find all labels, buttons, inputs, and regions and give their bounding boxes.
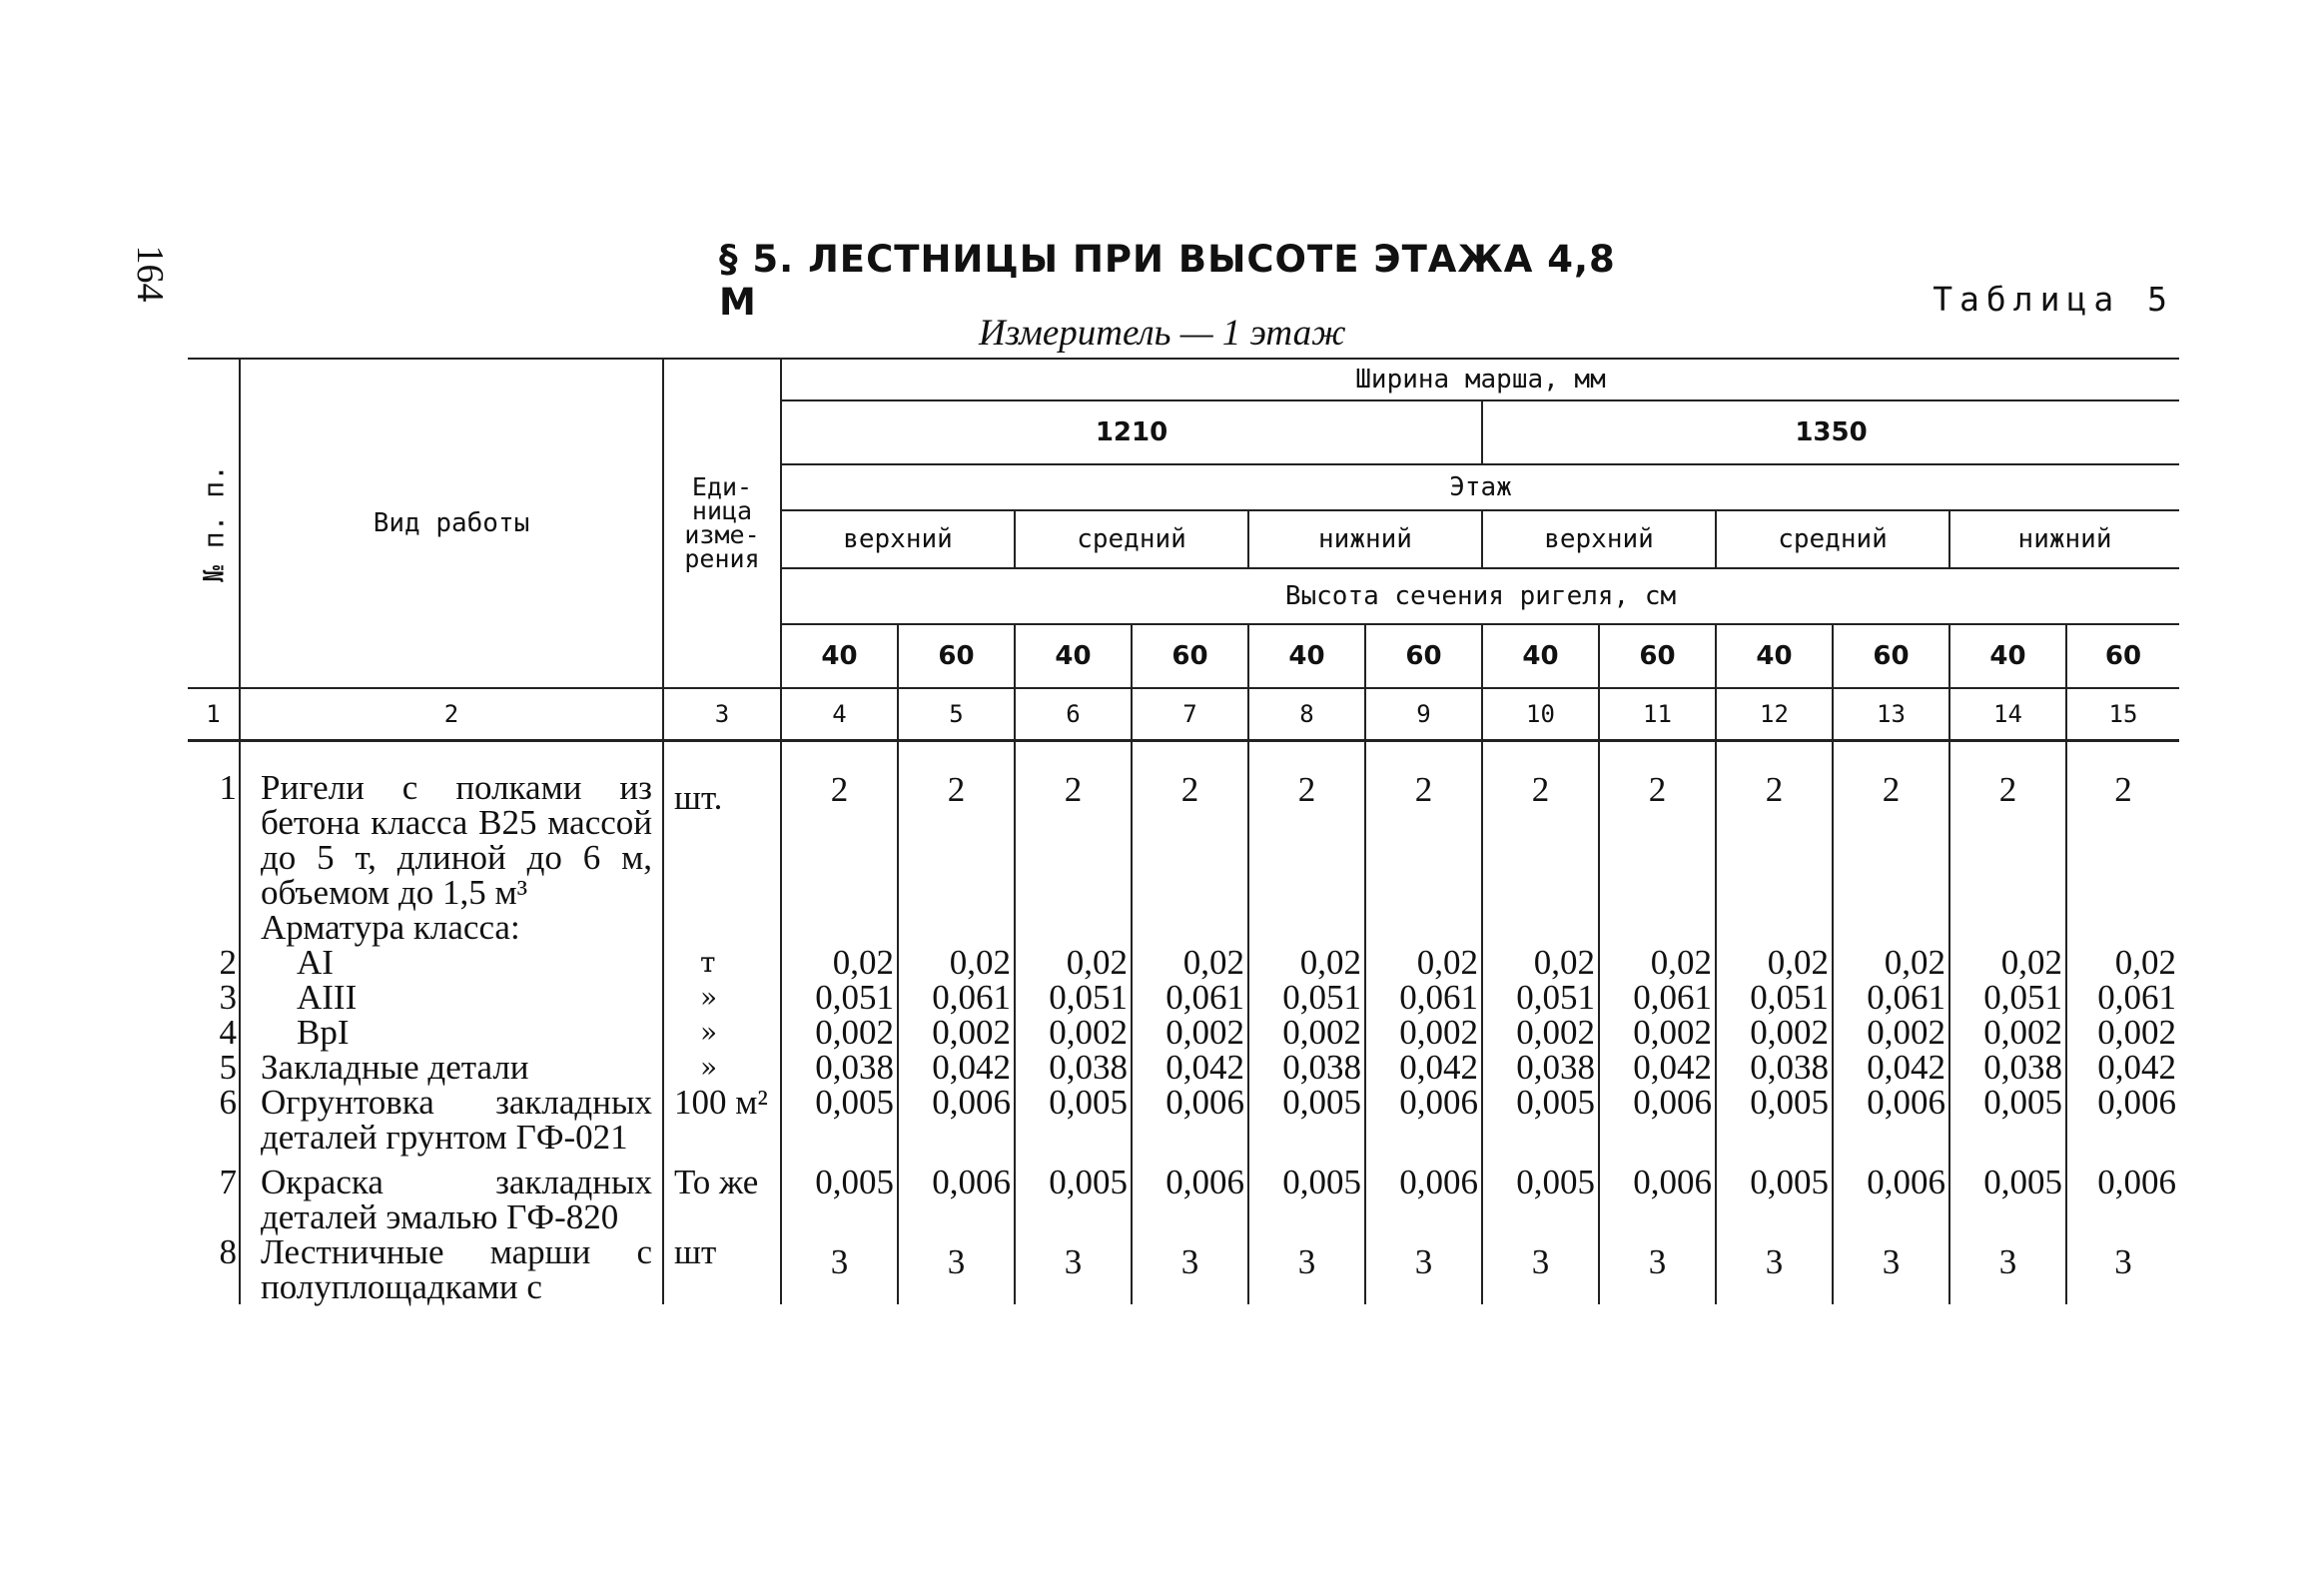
row-value: 3	[1599, 1234, 1716, 1304]
row-value: 0,005	[1949, 1085, 2066, 1155]
header-work: Вид работы	[240, 359, 663, 688]
row-value: 0,02	[1716, 945, 1833, 980]
row-work: Ригели с полками из бетона класса В25 массой до 5 т, длиной до 6 м, объемом до 1,5 м³	[240, 740, 663, 910]
row-value: 0,005	[781, 1155, 898, 1234]
col-index: 12	[1716, 688, 1833, 740]
row-value	[1833, 910, 1949, 945]
row-value: 0,042	[1132, 1050, 1248, 1085]
row-value: 0,005	[1015, 1155, 1132, 1234]
row-value: 0,042	[898, 1050, 1015, 1085]
row-work: AIII	[240, 980, 663, 1015]
header-floor: верхний	[1482, 510, 1716, 568]
row-unit: шт	[663, 1234, 781, 1304]
row-value: 2	[781, 740, 898, 910]
row-value: 0,006	[1132, 1155, 1248, 1234]
header-height: 40	[1949, 624, 2066, 688]
table-row	[188, 1234, 2179, 1304]
row-value	[1015, 910, 1132, 945]
header-height: 60	[1365, 624, 1482, 688]
row-number: 1	[219, 767, 237, 807]
row-value: 0,051	[1015, 980, 1132, 1015]
header-floor: средний	[1716, 510, 1949, 568]
row-work: Лестничные марши с полуплощадками с	[240, 1234, 663, 1304]
row-value: 0,061	[898, 980, 1015, 1015]
table-row	[188, 1050, 2179, 1085]
row-value: 0,006	[1833, 1155, 1949, 1234]
row-unit: 100 м²	[663, 1085, 781, 1155]
row-work: Окраска закладных деталей эмалью ГФ-820	[240, 1155, 663, 1234]
row-value: 0,02	[1365, 945, 1482, 980]
header-floor: верхний	[781, 510, 1015, 568]
row-number: 5	[219, 1047, 237, 1087]
table-row	[188, 945, 2179, 980]
row-unit: »	[663, 1050, 781, 1085]
row-value: 3	[1365, 1234, 1482, 1304]
header-num: № п. п.	[188, 359, 240, 688]
row-value: 0,02	[1949, 945, 2066, 980]
header-height: 60	[1599, 624, 1716, 688]
row-value: 0,042	[2066, 1050, 2179, 1085]
header-width-1350: 1350	[1482, 400, 2179, 464]
row-value: 0,02	[781, 945, 898, 980]
row-value: 0,051	[1482, 980, 1599, 1015]
row-number: 7	[219, 1162, 237, 1201]
row-value: 0,038	[781, 1050, 898, 1085]
page-number: 164	[129, 245, 171, 303]
row-value: 0,006	[2066, 1085, 2179, 1155]
row-value: 0,005	[1716, 1085, 1833, 1155]
row-unit	[663, 910, 781, 945]
row-value: 0,002	[1365, 1015, 1482, 1050]
measure-unit: Измеритель — 1 этаж	[979, 313, 1346, 354]
row-value: 0,006	[1833, 1085, 1949, 1155]
row-number: 4	[219, 1012, 237, 1052]
row-value	[1599, 910, 1716, 945]
row-value: 0,02	[2066, 945, 2179, 980]
table-label: Таблица 5	[1933, 280, 2174, 319]
header-height: 40	[1248, 624, 1365, 688]
row-value: 0,006	[1365, 1085, 1482, 1155]
row-value: 0,02	[1482, 945, 1599, 980]
col-index: 15	[2066, 688, 2179, 740]
row-value: 0,038	[1949, 1050, 2066, 1085]
row-value	[1716, 910, 1833, 945]
row-value: 2	[1015, 740, 1132, 910]
row-value: 3	[1716, 1234, 1833, 1304]
col-index: 10	[1482, 688, 1599, 740]
row-value: 0,002	[1599, 1015, 1716, 1050]
row-value: 0,042	[1599, 1050, 1716, 1085]
header-width-1210: 1210	[781, 400, 1482, 464]
header-height: 60	[898, 624, 1015, 688]
header-height: 40	[781, 624, 898, 688]
table-row	[188, 910, 2179, 945]
row-value	[1949, 910, 2066, 945]
header-height: 40	[1015, 624, 1132, 688]
col-index: 13	[1833, 688, 1949, 740]
col-index: 9	[1365, 688, 1482, 740]
row-work: Арматура класса:	[240, 910, 663, 945]
row-value: 0,006	[1132, 1085, 1248, 1155]
row-value: 0,051	[1248, 980, 1365, 1015]
table-row	[188, 1155, 2179, 1234]
header-height: 60	[1132, 624, 1248, 688]
row-value: 0,002	[1833, 1015, 1949, 1050]
table-row	[188, 1085, 2179, 1155]
row-value: 2	[2066, 740, 2179, 910]
col-index: 7	[1132, 688, 1248, 740]
row-value: 0,061	[1599, 980, 1716, 1015]
row-unit: »	[663, 1015, 781, 1050]
row-value: 0,005	[1482, 1085, 1599, 1155]
row-value	[1482, 910, 1599, 945]
row-value: 0,061	[1365, 980, 1482, 1015]
row-value: 0,042	[1833, 1050, 1949, 1085]
col-index: 8	[1248, 688, 1365, 740]
row-value: 2	[1248, 740, 1365, 910]
row-value: 0,006	[1599, 1155, 1716, 1234]
row-value: 3	[2066, 1234, 2179, 1304]
row-value	[1132, 910, 1248, 945]
row-work: Огрунтовка закладных деталей грунтом ГФ-021	[240, 1085, 663, 1155]
header-floor-label: Этаж	[781, 464, 2179, 510]
row-value: 2	[898, 740, 1015, 910]
row-value: 2	[1599, 740, 1716, 910]
row-value: 0,006	[1365, 1155, 1482, 1234]
row-value: 0,038	[1248, 1050, 1365, 1085]
row-value: 0,02	[898, 945, 1015, 980]
row-work: Закладные детали	[240, 1050, 663, 1085]
table-row	[188, 1015, 2179, 1050]
row-value: 2	[1833, 740, 1949, 910]
header-unit: Еди- ница изме- рения	[663, 359, 781, 688]
row-value: 0,006	[898, 1155, 1015, 1234]
header-height: 40	[1482, 624, 1599, 688]
row-work: BpI	[240, 1015, 663, 1050]
col-index: 4	[781, 688, 898, 740]
header-floor: средний	[1015, 510, 1248, 568]
row-value: 3	[1248, 1234, 1365, 1304]
header-width-label: Ширина марша, мм	[781, 359, 2179, 400]
row-value: 0,02	[1015, 945, 1132, 980]
col-index: 11	[1599, 688, 1716, 740]
row-unit: шт.	[663, 740, 781, 910]
row-value: 0,002	[1248, 1015, 1365, 1050]
table-row	[188, 980, 2179, 1015]
row-value: 0,038	[1716, 1050, 1833, 1085]
row-value: 0,02	[1248, 945, 1365, 980]
row-value: 0,006	[898, 1085, 1015, 1155]
row-value: 0,002	[898, 1015, 1015, 1050]
col-index: 2	[240, 688, 663, 740]
row-value: 0,005	[1482, 1155, 1599, 1234]
header-height: 60	[2066, 624, 2179, 688]
row-value: 0,002	[1949, 1015, 2066, 1050]
section-heading: § 5. ЛЕСТНИЦЫ ПРИ ВЫСОТЕ ЭТАЖА 4,8 М	[719, 238, 1616, 324]
row-value: 0,005	[1716, 1155, 1833, 1234]
row-value: 3	[1482, 1234, 1599, 1304]
row-value: 0,061	[1833, 980, 1949, 1015]
row-value: 0,02	[1132, 945, 1248, 980]
row-value: 0,02	[1599, 945, 1716, 980]
row-value	[781, 910, 898, 945]
table-header	[188, 359, 2179, 740]
row-number: 6	[219, 1082, 237, 1122]
col-index: 3	[663, 688, 781, 740]
row-value: 2	[1716, 740, 1833, 910]
row-number: 3	[219, 977, 237, 1017]
row-value: 3	[1833, 1234, 1949, 1304]
row-value: 0,038	[1482, 1050, 1599, 1085]
row-value: 0,005	[781, 1085, 898, 1155]
row-unit: т	[663, 945, 781, 980]
header-floor: нижний	[1248, 510, 1482, 568]
row-value: 0,002	[781, 1015, 898, 1050]
row-number	[188, 910, 240, 945]
row-value	[1365, 910, 1482, 945]
row-value: 0,006	[1599, 1085, 1716, 1155]
row-value: 0,051	[1949, 980, 2066, 1015]
row-value: 0,051	[781, 980, 898, 1015]
row-value: 0,005	[1015, 1085, 1132, 1155]
row-value: 3	[898, 1234, 1015, 1304]
row-value	[2066, 910, 2179, 945]
table-body	[188, 740, 2179, 1304]
header-floor: нижний	[1949, 510, 2179, 568]
row-number: 8	[219, 1231, 237, 1271]
row-value: 3	[1949, 1234, 2066, 1304]
row-value	[898, 910, 1015, 945]
row-value: 0,002	[1716, 1015, 1833, 1050]
col-index: 1	[188, 688, 240, 740]
row-value: 0,038	[1015, 1050, 1132, 1085]
row-value: 2	[1482, 740, 1599, 910]
row-value: 0,061	[1132, 980, 1248, 1015]
row-value: 3	[1132, 1234, 1248, 1304]
row-value: 2	[1365, 740, 1482, 910]
row-value: 0,061	[2066, 980, 2179, 1015]
row-value: 2	[1132, 740, 1248, 910]
row-unit: То же	[663, 1155, 781, 1234]
header-height: 60	[1833, 624, 1949, 688]
row-value: 0,02	[1833, 945, 1949, 980]
row-unit: »	[663, 980, 781, 1015]
table-row	[188, 740, 2179, 910]
row-work: AI	[240, 945, 663, 980]
row-value: 0,002	[1015, 1015, 1132, 1050]
header-height: 40	[1716, 624, 1833, 688]
row-value: 3	[1015, 1234, 1132, 1304]
col-index: 14	[1949, 688, 2066, 740]
row-value: 0,042	[1365, 1050, 1482, 1085]
col-index: 5	[898, 688, 1015, 740]
norms-table	[188, 358, 2179, 1304]
row-value: 0,002	[1482, 1015, 1599, 1050]
row-value: 3	[781, 1234, 898, 1304]
row-value: 0,005	[1248, 1085, 1365, 1155]
row-value: 0,051	[1716, 980, 1833, 1015]
row-value: 0,005	[1949, 1155, 2066, 1234]
row-value: 0,002	[2066, 1015, 2179, 1050]
col-index: 6	[1015, 688, 1132, 740]
row-value: 0,005	[1248, 1155, 1365, 1234]
row-value: 0,002	[1132, 1015, 1248, 1050]
header-height-label: Высота сечения ригеля, см	[781, 568, 2179, 624]
row-value: 0,006	[2066, 1155, 2179, 1234]
row-value: 2	[1949, 740, 2066, 910]
row-value	[1248, 910, 1365, 945]
row-number: 2	[219, 942, 237, 982]
